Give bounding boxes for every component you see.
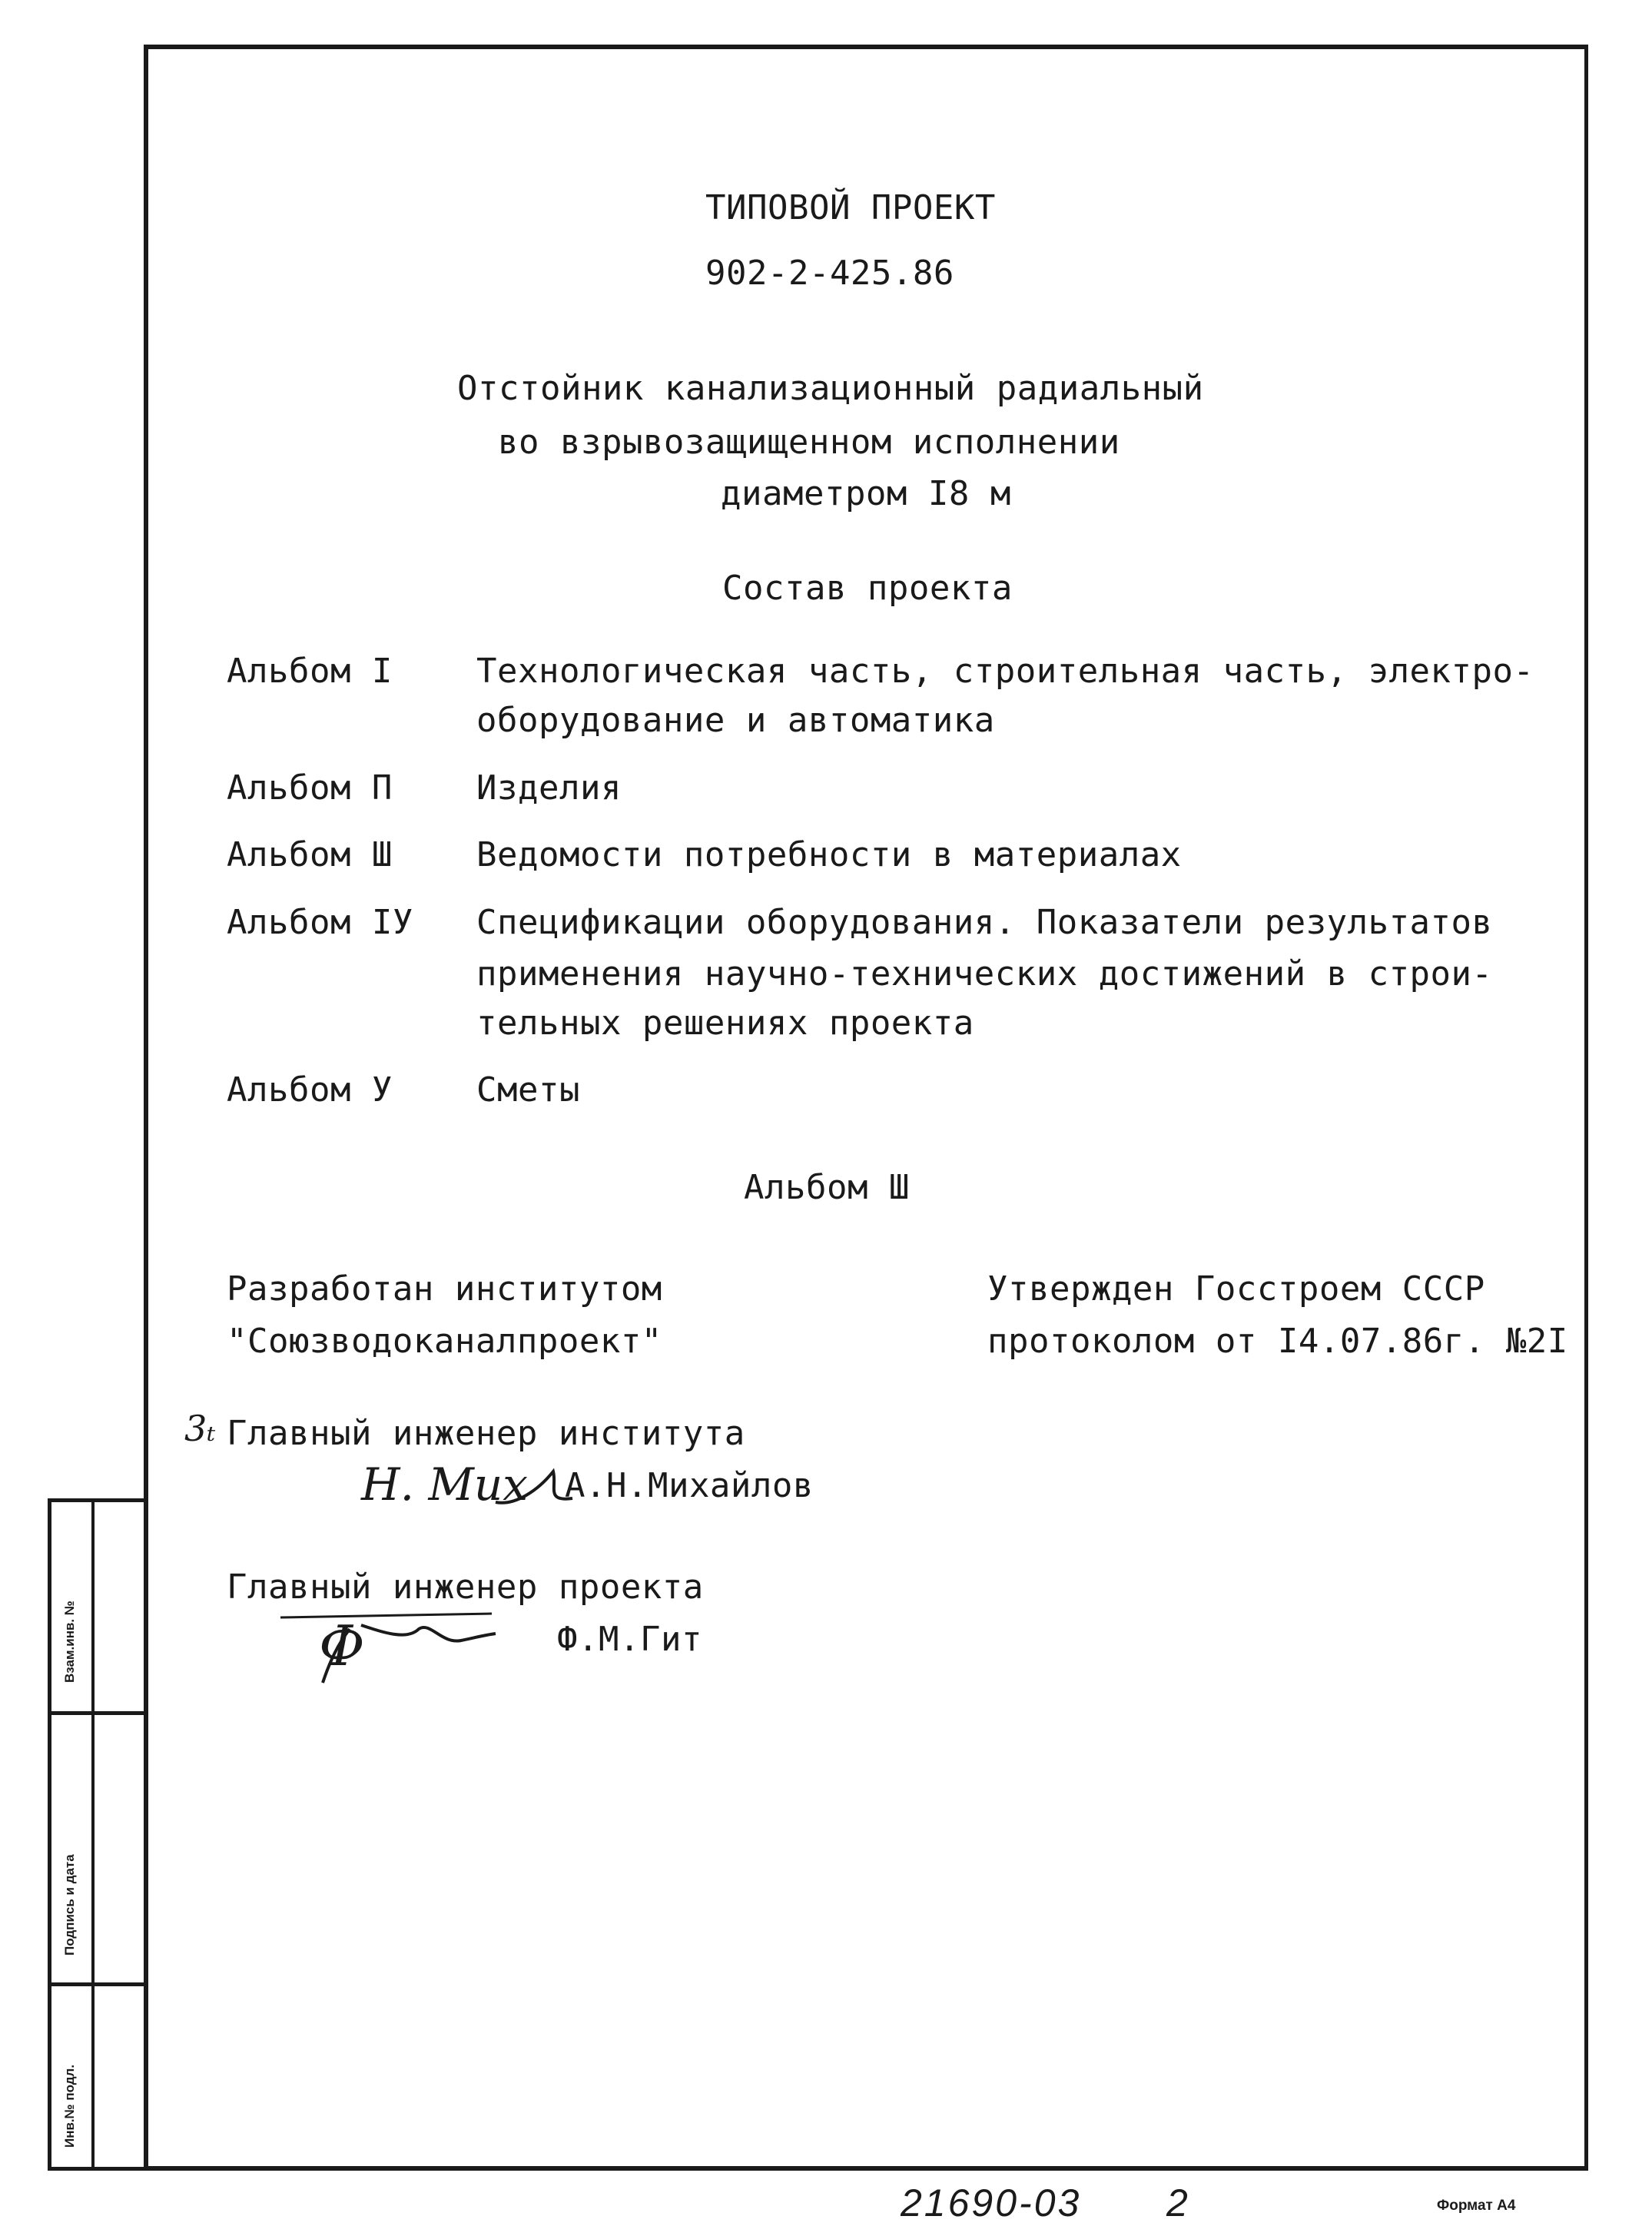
album-desc: Изделия <box>476 768 622 808</box>
chief-engineer-project-name: Ф.М.Гит <box>557 1620 702 1659</box>
album-label: Альбом Ш <box>227 835 393 874</box>
signature-flourish-1 <box>492 1460 576 1514</box>
strip-cell-signature-date: Подпись и дата <box>62 1854 77 1956</box>
album-label: Альбом IУ <box>227 903 413 942</box>
developer-line-1: Разработан институтом <box>227 1269 662 1309</box>
strip-row-divider <box>51 1982 144 1986</box>
subject-line-3: диаметром I8 м <box>721 474 1011 513</box>
composition-heading: Состав проекта <box>722 569 1013 608</box>
signature-mikhailov: Н. Мих <box>361 1458 528 1511</box>
project-number: 902-2-425.86 <box>705 254 954 293</box>
paper-format: Формат А4 <box>1437 2198 1516 2214</box>
page-number: 2 <box>1166 2181 1190 2224</box>
binding-strip <box>48 1498 144 2171</box>
strip-cell-replacement-inv: Взам.инв. № <box>62 1601 77 1683</box>
document-number: 21690-03 <box>901 2181 1082 2224</box>
album-desc: Спецификации оборудования. Показатели результатов <box>476 903 1493 942</box>
strip-row-divider <box>51 1711 144 1715</box>
album-desc: оборудование и автоматика <box>476 701 995 740</box>
strip-column-divider <box>91 1502 95 2167</box>
album-desc: тельных решениях проекта <box>476 1004 974 1043</box>
album-desc: Технологическая часть, строительная часть, электро- <box>476 652 1534 691</box>
chief-engineer-project-title: Главный инженер проекта <box>227 1568 704 1607</box>
album-label: Альбом I <box>227 652 393 691</box>
approval-line-2: протоколом от I4.07.86г. №2I <box>987 1322 1568 1361</box>
album-desc: Ведомости потребности в материалах <box>476 835 1182 874</box>
project-type-title: ТИПОВОЙ ПРОЕКТ <box>705 188 996 227</box>
strip-cell-original-inv: Инв.№ подл. <box>62 2064 77 2148</box>
chief-engineer-institute-name: А.Н.Михайлов <box>565 1466 814 1505</box>
handwritten-mark: 3ₜ <box>184 1408 216 1449</box>
current-album: Альбом Ш <box>744 1168 910 1207</box>
signature-flourish-2 <box>277 1598 507 1690</box>
approval-line-1: Утвержден Госстроем СССР <box>987 1269 1485 1309</box>
album-desc: применения научно-технических достижений в строи- <box>476 954 1493 994</box>
subject-line-1: Отстойник канализационный радиальный <box>457 369 1204 408</box>
signature-git: Ф <box>319 1614 365 1678</box>
album-label: Альбом П <box>227 768 393 808</box>
developer-line-2: "Союзводоканалпроект" <box>227 1322 662 1361</box>
album-label: Альбом У <box>227 1070 393 1110</box>
album-desc: Сметы <box>476 1070 580 1110</box>
subject-line-2: во взрывозащищенном исполнении <box>498 423 1120 462</box>
chief-engineer-institute-title: Главный инженер института <box>227 1414 745 1453</box>
